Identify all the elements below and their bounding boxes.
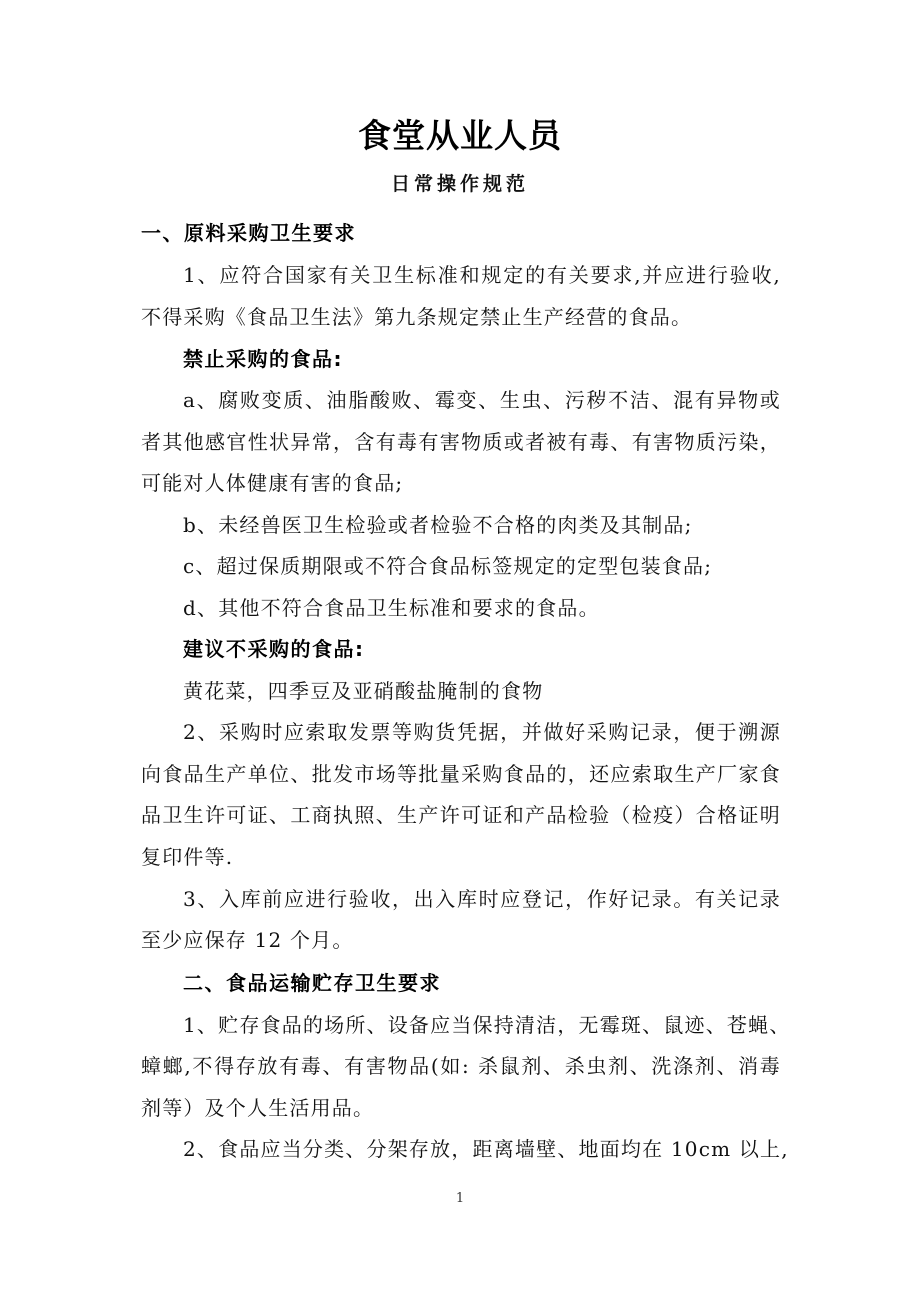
list-item-d: d、其他不符合食品卫生标准和要求的食品。 (183, 596, 600, 620)
list-item-c: c、超过保质期限或不符合食品标签规定的定型包装食品; (183, 554, 713, 578)
paragraph-line: 2、食品应当分类、分架存放，距离墙壁、地面均在 10cm 以上, (183, 1137, 789, 1161)
paragraph-line: 2、采购时应索取发票等购货凭据，并做好采购记录，便于溯源 (183, 720, 781, 744)
paragraph-line: 可能对人体健康有害的食品; (141, 471, 404, 495)
paragraph-line: 向食品生产单位、批发市场等批量采购食品的，还应索取生产厂家食 (141, 762, 781, 786)
paragraph-line: 品卫生许可证、工商执照、生产许可证和产品检验（检疫）合格证明 (141, 803, 781, 827)
paragraph-line: 者其他感官性状异常，含有毒有害物质或者被有毒、有害物质污染， (141, 430, 781, 454)
section-heading: 一、原料采购卫生要求 (141, 221, 356, 245)
paragraph-line: 1、贮存食品的场所、设备应当保持清洁，无霉斑、鼠迹、苍蝇、 (183, 1013, 791, 1037)
section-heading: 二、食品运输贮存卫生要求 (183, 971, 441, 995)
list-item-a: a、腐败变质、油脂酸败、霉变、生虫、污秽不洁、混有异物或 (183, 388, 781, 412)
subheading-not-recommended-foods: 建议不采购的食品: (183, 637, 365, 661)
page-number: 1 (455, 1191, 465, 1206)
paragraph-line: 剂等）及个人生活用品。 (141, 1096, 375, 1120)
paragraph-line: 至少应保存 12 个月。 (141, 928, 354, 952)
document-subtitle: 日常操作规范 (390, 173, 529, 195)
paragraph-line: 1、应符合国家有关卫生标准和规定的有关要求,并应进行验收, (183, 263, 781, 287)
paragraph-line: 蟑螂,不得存放有毒、有害物品(如: 杀鼠剂、杀虫剂、洗涤剂、消毒 (141, 1054, 781, 1078)
document-title: 食堂从业人员 (358, 116, 562, 155)
subheading-prohibited-foods: 禁止采购的食品: (183, 347, 343, 371)
paragraph-line: 复印件等. (141, 845, 234, 869)
list-item-b: b、未经兽医卫生检验或者检验不合格的肉类及其制品; (183, 513, 693, 537)
paragraph-line: 黄花菜，四季豆及亚硝酸盐腌制的食物 (183, 679, 544, 703)
paragraph-line: 不得采购《食品卫生法》第九条规定禁止生产经营的食品。 (141, 305, 693, 329)
paragraph-line: 3、入库前应进行验收，出入库时应登记，作好记录。有关记录 (183, 887, 781, 911)
